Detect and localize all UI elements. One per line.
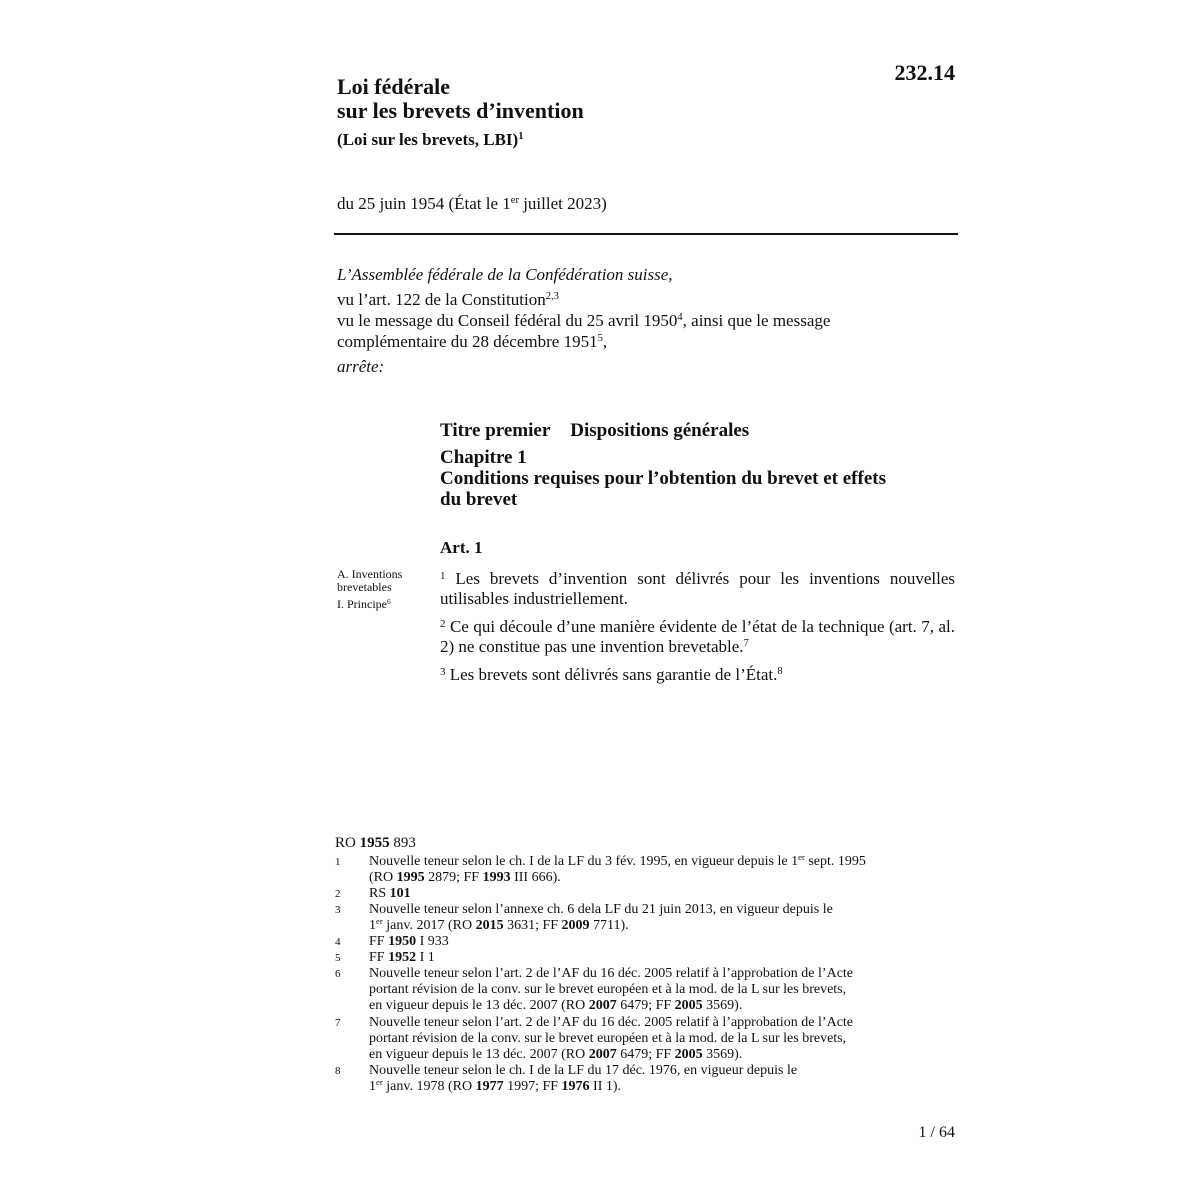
chapter-name-line2: du brevet <box>440 489 518 510</box>
law-title-line1: Loi fédérale <box>337 74 451 99</box>
footnote-ref[interactable]: 7 <box>743 638 749 650</box>
margin-note-3 <box>337 598 391 610</box>
article-heading: Art. 1 <box>440 538 483 557</box>
paragraph-text: Ce qui découle d’une manière évidente de l’état de la technique (art. 7, al. 2) ne constitue pas une invention brevetable. <box>440 617 955 656</box>
chapter-name-line1: Conditions requises pour l’obtention du brevet et effets <box>440 468 886 489</box>
footnote-7 <box>335 1015 960 1063</box>
footnote-line: Nouvelle teneur selon l’annexe ch. 6 dela LF du 21 juin 2013, en vigueur depuis le <box>369 902 833 917</box>
ro-page: 893 <box>389 835 416 851</box>
footnote-text <box>369 902 833 934</box>
preamble-complementary <box>337 331 607 352</box>
footnote-number: 6 <box>335 968 341 980</box>
footnote-text <box>369 1015 853 1063</box>
footnote-line: en vigueur depuis le 13 déc. 2007 (RO <box>369 998 589 1013</box>
ro-year: 1955 <box>359 835 390 851</box>
preamble-text: complémentaire du 28 décembre 1951 <box>337 332 598 351</box>
footnote-ref[interactable]: 4 <box>677 312 683 324</box>
footnote-ref[interactable]: 5 <box>597 333 603 345</box>
footnote-line: Nouvelle teneur selon le ch. I de la LF du 3 fév. 1995, en vigueur depuis le 1 <box>369 854 799 869</box>
preamble-text: , <box>602 332 608 351</box>
law-date <box>337 194 607 214</box>
margin-note-2: brevetables <box>337 580 392 594</box>
bold-ref: 1976 <box>561 1079 590 1094</box>
footnote-line: II 1). <box>589 1079 622 1094</box>
preamble-assembly: L’Assemblée fédérale de la Confédération suisse, <box>337 265 673 284</box>
superscript: er <box>798 852 805 863</box>
paragraph-number: 2 <box>440 618 446 630</box>
bold-ref: 101 <box>389 886 411 901</box>
footnote-8 <box>335 1063 960 1095</box>
footnote-number: 5 <box>335 952 341 964</box>
footnote-6 <box>335 966 960 1014</box>
footnote-number: 1 <box>335 856 341 868</box>
footnote-ref[interactable]: 6 <box>387 596 391 606</box>
ro-prefix: RO <box>335 835 360 851</box>
title-label: Titre premier <box>440 420 551 441</box>
margin-text: I. Principe <box>337 597 387 611</box>
footnote-ref[interactable]: 1 <box>518 131 524 143</box>
footnote-5 <box>335 950 960 966</box>
footnote-line: janv. 2017 (RO <box>382 918 476 933</box>
bold-ref: 2005 <box>674 998 703 1013</box>
footnote-line: 6479; FF <box>616 998 675 1013</box>
footnote-line: Nouvelle teneur selon l’art. 2 de l’AF du 16 déc. 2005 relatif à l’approbation de l’Acte <box>369 966 854 981</box>
document-number: 232.14 <box>894 60 955 85</box>
header-divider <box>334 233 958 235</box>
bold-ref: 1950 <box>388 934 417 949</box>
footnote-line: RS <box>369 886 390 901</box>
preamble-decides: arrête: <box>337 357 385 376</box>
footnote-text <box>369 1063 797 1095</box>
footnote-line: Nouvelle teneur selon le ch. I de la LF du 17 déc. 1976, en vigueur depuis le <box>369 1063 798 1078</box>
margin-note-1: A. Inventions <box>337 567 403 581</box>
footnote-line: III 666). <box>510 870 561 885</box>
bold-ref: 2007 <box>588 998 617 1013</box>
footnote-text <box>369 966 853 1014</box>
footnote-line: 1997; FF <box>503 1079 562 1094</box>
footnote-number: 4 <box>335 936 341 948</box>
footnote-line: portant révision de la conv. sur le brevet européen et à la mod. de la L sur les brevets, <box>369 982 847 997</box>
footnote-line: janv. 1978 (RO <box>382 1079 476 1094</box>
bold-ref: 1952 <box>388 950 417 965</box>
footnote-line: FF <box>369 950 389 965</box>
date-superscript: er <box>510 195 519 207</box>
footnote-line: 3569). <box>702 998 743 1013</box>
preamble-vu-message <box>337 310 830 331</box>
preamble-text: , ainsi que le message <box>682 311 831 330</box>
footnote-ref[interactable]: 2,3 <box>545 291 559 303</box>
bold-ref: 1977 <box>475 1079 504 1094</box>
footnote-3 <box>335 902 960 934</box>
footnote-line: portant révision de la conv. sur le brevet européen et à la mod. de la L sur les brevets, <box>369 1031 847 1046</box>
title-heading <box>440 420 749 442</box>
bold-ref: 2007 <box>588 1047 617 1062</box>
footnote-line: 7711). <box>589 918 629 933</box>
preamble-vu-constitution <box>337 289 559 310</box>
paragraph-number: 1 <box>440 570 446 582</box>
footnote-4 <box>335 934 960 950</box>
footnote-line: 3569). <box>702 1047 743 1062</box>
footnote-text <box>369 886 411 902</box>
superscript: er <box>376 1077 383 1088</box>
chapter-label: Chapitre 1 <box>440 447 527 468</box>
title-name: Dispositions générales <box>570 420 750 441</box>
article-paragraph-3 <box>440 662 955 685</box>
bold-ref: 1995 <box>396 870 425 885</box>
footnote-1 <box>335 854 960 886</box>
preamble-text: vu le message du Conseil fédéral du 25 avril 1950 <box>337 311 678 330</box>
footnote-number: 8 <box>335 1065 341 1077</box>
footnote-number: 3 <box>335 904 341 916</box>
footnote-line: 1 <box>369 918 376 933</box>
footnote-line: Nouvelle teneur selon l’art. 2 de l’AF du 16 déc. 2005 relatif à l’approbation de l’Acte <box>369 1015 854 1030</box>
bold-ref: 2009 <box>561 918 590 933</box>
footnote-line: (RO <box>369 870 397 885</box>
footnote-ref[interactable]: 8 <box>777 666 783 678</box>
footnote-2 <box>335 886 960 902</box>
footnote-text <box>369 950 435 966</box>
bold-ref: 1993 <box>482 870 511 885</box>
footnote-line: I 1 <box>416 950 435 965</box>
footnote-text <box>369 934 449 950</box>
ro-reference <box>335 835 416 852</box>
footnote-line: sept. 1995 <box>804 854 866 869</box>
article-paragraph-1 <box>440 566 955 609</box>
footnote-line: 1 <box>369 1079 376 1094</box>
law-title-line2: sur les brevets d’invention <box>337 98 584 123</box>
footnote-number: 2 <box>335 888 341 900</box>
bold-ref: 2005 <box>674 1047 703 1062</box>
footnote-number: 7 <box>335 1017 341 1029</box>
footnote-text <box>369 854 866 886</box>
page-number: 1 / 64 <box>918 1124 955 1141</box>
bold-ref: 2015 <box>475 918 504 933</box>
law-short-title <box>337 130 523 150</box>
paragraph-number: 3 <box>440 666 446 678</box>
paragraph-text: Les brevets d’invention sont délivrés pour les inventions nouvelles utilisables industriellement. <box>440 569 955 608</box>
footnote-line: FF <box>369 934 389 949</box>
footnote-line: en vigueur depuis le 13 déc. 2007 (RO <box>369 1047 589 1062</box>
date-suffix: juillet 2023) <box>518 194 607 213</box>
short-title-text: (Loi sur les brevets, LBI) <box>337 130 519 149</box>
preamble-text: vu l’art. 122 de la Constitution <box>337 290 546 309</box>
paragraph-text: Les brevets sont délivrés sans garantie de l’État. <box>449 665 778 684</box>
superscript: er <box>376 916 383 927</box>
footnote-line: 3631; FF <box>503 918 562 933</box>
article-paragraph-2 <box>440 614 955 657</box>
footnote-line: 2879; FF <box>424 870 483 885</box>
footnote-line: I 933 <box>416 934 449 949</box>
date-prefix: du 25 juin 1954 (État le 1 <box>337 194 511 213</box>
footnote-line: 6479; FF <box>616 1047 675 1062</box>
